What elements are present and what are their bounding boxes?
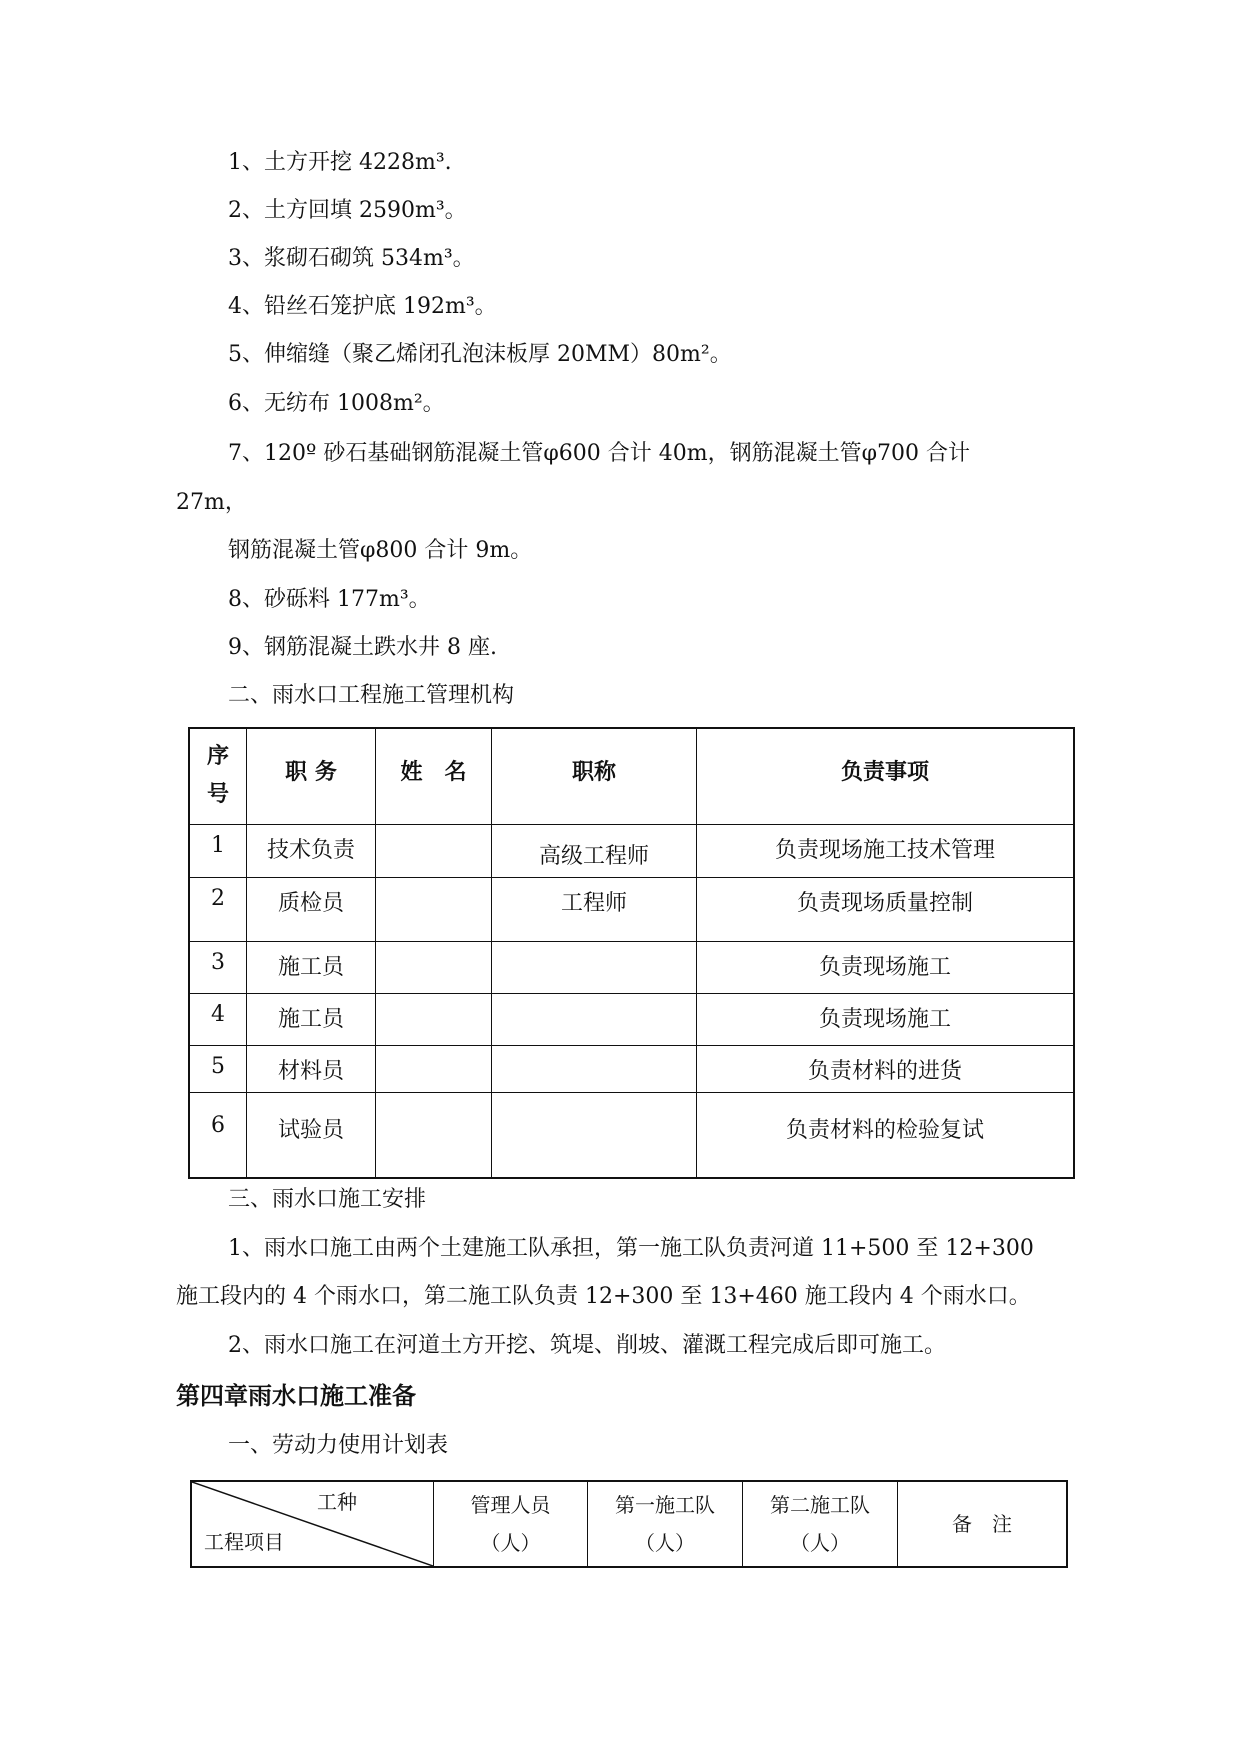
cell-seq: 4 [189,993,247,1045]
header-title: 职称 [492,728,697,824]
item-2: 2、土方回填 2590m³。 [228,198,467,223]
cell-title: 工程师 [492,877,697,941]
cell-title [492,1045,697,1092]
header-seq-top: 序 [206,744,229,770]
cell-duty: 负责现场质量控制 [697,877,1075,941]
item-6: 6、无纺布 1008m²。 [228,391,445,416]
cell-title [492,993,697,1045]
section-3-paragraph-1-line-2: 施工段内的 4 个雨水口，第二施工队负责 12+300 至 13+460 施工段内 4 个雨水口。 [176,1284,1031,1309]
cell-seq: 3 [189,941,247,993]
cell-duty: 负责现场施工 [697,993,1075,1045]
diagonal-header-cell [191,1481,434,1567]
cell-seq: 5 [189,1045,247,1092]
cell-name [376,877,492,941]
header-team-2-line2: （人） [790,1531,850,1555]
cell-duty: 负责材料的检验复试 [697,1092,1075,1178]
cell-name [376,1092,492,1178]
item-8: 8、砂砾料 177m³。 [228,587,431,612]
table-row [189,941,1074,993]
header-seq-bottom: 号 [206,782,229,808]
header-seq [189,728,247,824]
labor-table [190,1480,1068,1568]
item-5: 5、伸缩缝（聚乙烯闭孔泡沫板厚 20MM）80m²。 [228,342,732,367]
item-4: 4、铅丝石笼护底 192m³。 [228,294,497,319]
cell-post: 材料员 [247,1045,376,1092]
section-3-paragraph-1-line-1: 1、雨水口施工由两个土建施工队承担，第一施工队负责河道 11+500 至 12+300 [228,1236,1034,1261]
header-management-line1: 管理人员 [470,1493,551,1517]
cell-duty: 负责现场施工技术管理 [697,824,1075,877]
cell-post: 施工员 [247,993,376,1045]
section-3-title: 三、雨水口施工安排 [228,1187,427,1212]
cell-name [376,1045,492,1092]
cell-title [492,941,697,993]
cell-post: 施工员 [247,941,376,993]
cell-seq: 2 [189,877,247,941]
cell-seq: 1 [189,824,247,877]
item-1: 1、土方开挖 4228m³. [228,150,452,175]
header-team-1-line2: （人） [635,1531,695,1555]
header-management [434,1481,588,1567]
header-team-1-line1: 第一施工队 [615,1493,715,1517]
item-7-cont: 27m， [176,490,247,515]
labor-table-header-row [191,1481,1067,1567]
header-post: 职 务 [247,728,376,824]
cell-name [376,941,492,993]
table-row [189,993,1074,1045]
header-remarks: 备 注 [898,1481,1068,1567]
item-7: 7、120º 砂石基础钢筋混凝土管φ600 合计 40m，钢筋混凝土管φ700 合计 [228,441,970,466]
header-duty: 负责事项 [697,728,1075,824]
header-name: 姓 名 [376,728,492,824]
header-team-1 [588,1481,743,1567]
header-team-2 [743,1481,898,1567]
table-header-row [189,728,1074,824]
cell-duty: 负责材料的进货 [697,1045,1075,1092]
chapter-4-title: 第四章雨水口施工准备 [176,1382,416,1410]
table-row [189,1092,1074,1178]
item-3: 3、浆砌石砌筑 534m³。 [228,246,475,271]
org-table [188,727,1075,1179]
cell-post: 质检员 [247,877,376,941]
cell-title: 高级工程师 [492,824,697,877]
cell-seq: 6 [189,1092,247,1178]
table-row [189,824,1074,877]
diag-bottom-label: 工程项目 [204,1530,284,1554]
cell-duty: 负责现场施工 [697,941,1075,993]
cell-post: 试验员 [247,1092,376,1178]
cell-name [376,824,492,877]
item-7-cont2: 钢筋混凝土管φ800 合计 9m。 [228,538,533,563]
item-9: 9、钢筋混凝土跌水井 8 座. [228,635,497,660]
header-team-2-line1: 第二施工队 [770,1493,870,1517]
table-row [189,1045,1074,1092]
cell-name [376,993,492,1045]
header-management-line2: （人） [480,1531,541,1555]
cell-title [492,1092,697,1178]
cell-post: 技术负责 [247,824,376,877]
table-row [189,877,1074,941]
section-3-paragraph-2: 2、雨水口施工在河道土方开挖、筑堤、削坡、灌溉工程完成后即可施工。 [228,1333,946,1358]
section-4-1-title: 一、劳动力使用计划表 [228,1433,449,1458]
section-2-title: 二、雨水口工程施工管理机构 [228,683,515,708]
diag-top-label: 工种 [317,1490,357,1514]
